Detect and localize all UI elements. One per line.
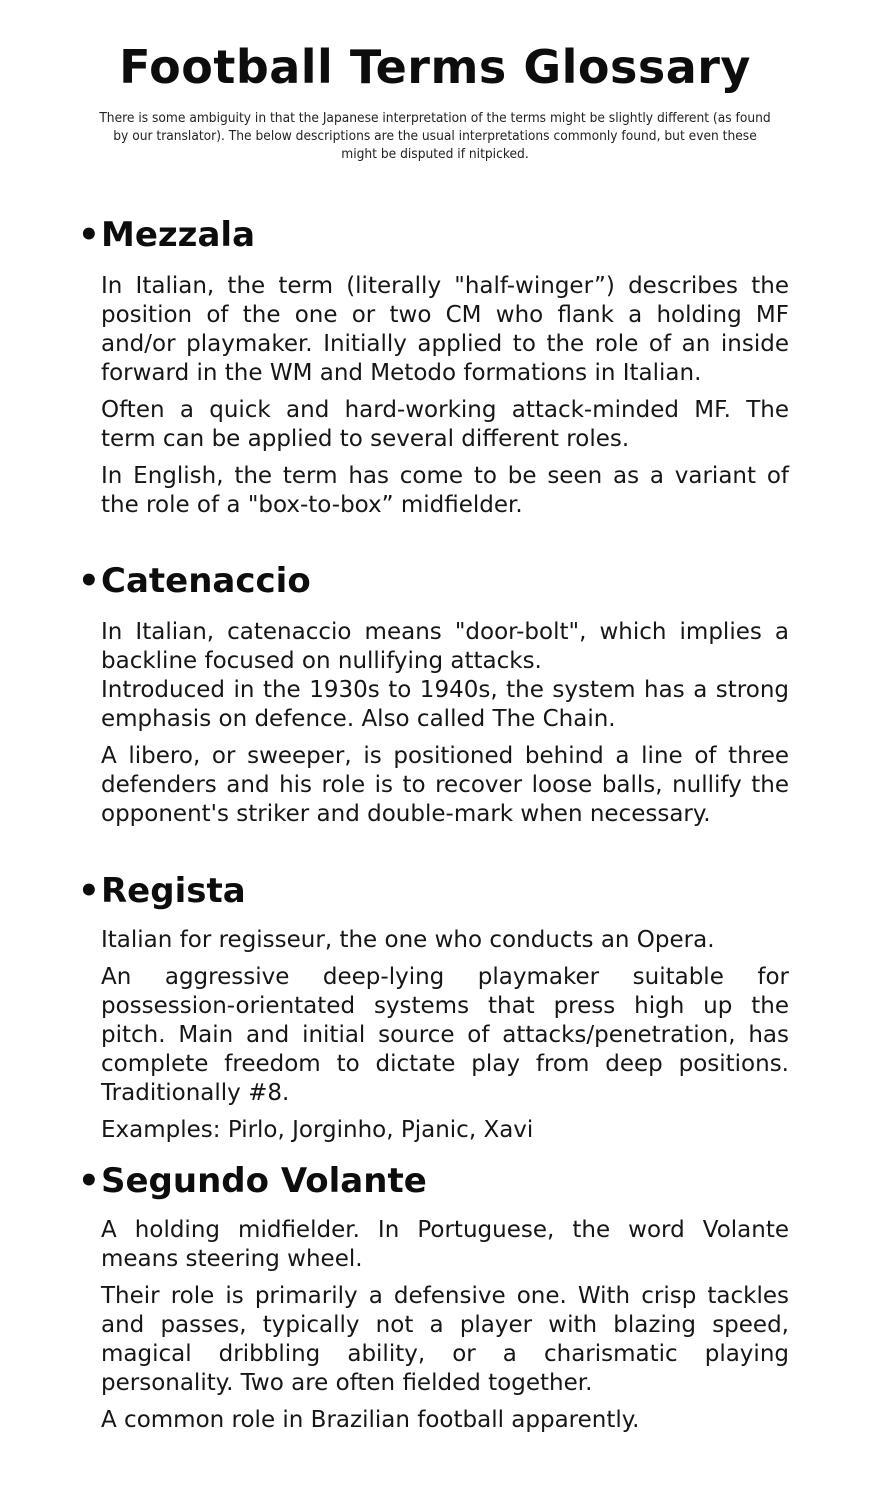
- term-paragraph: A libero, or sweeper, is positioned behind a line of three defenders and his role is to recover loose balls, nullify the opponent's striker and double-mark when necessary.: [101, 743, 789, 827]
- term-mezzala: [0, 210, 870, 520]
- term-description: [0, 618, 789, 829]
- term-paragraph: Examples: Pirlo, Jorginho, Pjanic, Xavi: [101, 1117, 534, 1143]
- term-regista: [0, 866, 870, 1145]
- term-paragraph: In Italian, catenaccio means "door-bolt", which implies a backline focused on nullifying attacks.: [101, 619, 789, 674]
- term-heading: [0, 1156, 870, 1206]
- page-title: Football Terms Glossary: [119, 40, 751, 94]
- term-description: [0, 926, 789, 1145]
- term-heading: [0, 866, 870, 916]
- bullet-icon: •: [78, 561, 100, 601]
- term-paragraph: Introduced in the 1930s to 1940s, the system has a strong emphasis on defence. Also called The Chain.: [101, 677, 789, 732]
- term-description: [0, 1216, 789, 1435]
- term-paragraph: A common role in Brazilian football apparently.: [101, 1407, 640, 1433]
- term-heading: [0, 556, 870, 606]
- term-name: Segundo Volante: [101, 1161, 427, 1201]
- term-heading: [0, 210, 870, 260]
- term-paragraph: An aggressive deep-lying playmaker suitable for possession-orientated systems that press high up the pitch. Main and initial source of attacks/penetration, has complete freedom to dictate play from deep positions. Traditionally #8.: [101, 964, 789, 1106]
- term-paragraph: A holding midfielder. In Portuguese, the word Volante means steering wheel.: [101, 1217, 789, 1272]
- term-name: Mezzala: [101, 215, 256, 255]
- term-catenaccio: [0, 556, 870, 829]
- term-paragraph: Often a quick and hard-working attack-minded MF. The term can be applied to several different roles.: [101, 397, 789, 452]
- term-paragraph: Italian for regisseur, the one who conducts an Opera.: [101, 927, 715, 953]
- intro-note: There is some ambiguity in that the Japanese interpretation of the terms might be slightly different (as found by our translator). The below descriptions are the usual interpretations commonly found, but even these might be disputed if nitpicked.: [99, 111, 771, 162]
- term-paragraph: In English, the term has come to be seen as a variant of the role of a "box-to-box” midfielder.: [101, 463, 789, 518]
- term-paragraph: In Italian, the term (literally "half-winger”) describes the position of the one or two CM who flank a holding MF and/or playmaker. Initially applied to the role of an inside forward in the WM and Metodo formations in Italian.: [101, 273, 789, 386]
- term-paragraph: Their role is primarily a defensive one. With crisp tackles and passes, typically not a player with blazing speed, magical dribbling ability, or a charismatic playing personality. Two are often fielded together.: [101, 1283, 789, 1396]
- bullet-icon: •: [78, 1161, 100, 1201]
- bullet-icon: •: [78, 215, 100, 255]
- term-name: Catenaccio: [101, 561, 311, 601]
- term-segundo-volante: [0, 1156, 870, 1435]
- term-description: [0, 272, 789, 520]
- term-name: Regista: [101, 871, 246, 911]
- bullet-icon: •: [78, 871, 100, 911]
